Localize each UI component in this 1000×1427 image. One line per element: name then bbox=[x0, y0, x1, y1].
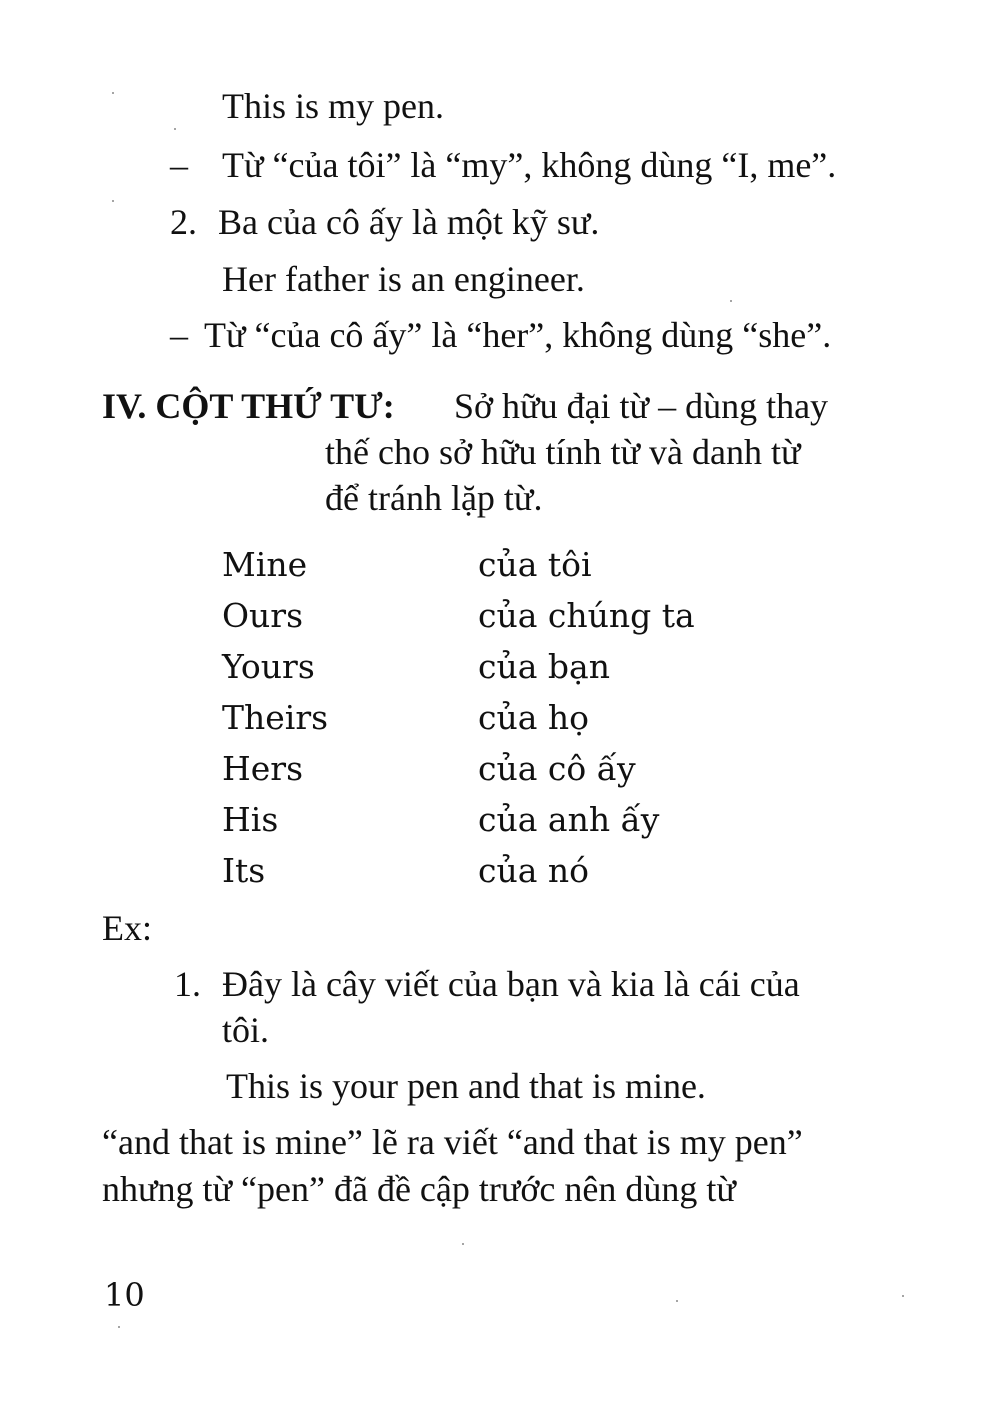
explanation-line: “and that is mine” lẽ ra viết “and that is my pen” bbox=[102, 1122, 803, 1162]
bullet-dash: – bbox=[170, 145, 188, 185]
vietnamese-meaning: của họ bbox=[478, 698, 590, 737]
explanation-line: nhưng từ “pen” đã đề cập trước nên dùng từ bbox=[102, 1169, 736, 1209]
example-label: Ex: bbox=[102, 908, 152, 948]
section-description: để tránh lặp từ. bbox=[325, 478, 543, 518]
section-heading: IV. CỘT THỨ TƯ: bbox=[102, 386, 395, 426]
english-pronoun: His bbox=[222, 800, 279, 839]
english-pronoun: Mine bbox=[222, 545, 308, 584]
example-english-sentence: This is your pen and that is mine. bbox=[226, 1066, 706, 1106]
scan-speck bbox=[902, 1295, 904, 1297]
section-description: thế cho sở hữu tính từ và danh từ bbox=[325, 432, 801, 472]
example-vietnamese-sentence: Đây là cây viết của bạn và kia là cái của bbox=[222, 964, 800, 1004]
example-vietnamese-sentence: tôi. bbox=[222, 1010, 270, 1050]
vietnamese-meaning: của cô ấy bbox=[478, 749, 636, 788]
scan-speck bbox=[118, 1326, 120, 1328]
scan-speck bbox=[730, 300, 732, 302]
english-pronoun: Yours bbox=[222, 647, 315, 686]
english-pronoun: Its bbox=[222, 851, 266, 890]
vietnamese-meaning: của bạn bbox=[478, 647, 610, 686]
scan-speck bbox=[174, 128, 176, 130]
item-number: 2. bbox=[170, 202, 197, 242]
page-number: 10 bbox=[104, 1276, 145, 1314]
explanation-line: Từ “của tôi” là “my”, không dùng “I, me”. bbox=[222, 145, 837, 185]
vietnamese-meaning: của anh ấy bbox=[478, 800, 660, 839]
scan-speck bbox=[112, 200, 114, 202]
example-english-sentence: Her father is an engineer. bbox=[222, 259, 585, 299]
scan-speck bbox=[112, 92, 114, 94]
bullet-dash: – bbox=[170, 315, 188, 355]
vietnamese-meaning: của tôi bbox=[478, 545, 592, 584]
vietnamese-meaning: của nó bbox=[478, 851, 590, 890]
english-pronoun: Theirs bbox=[222, 698, 329, 737]
english-pronoun: Hers bbox=[222, 749, 304, 788]
example-vietnamese-sentence: Ba của cô ấy là một kỹ sư. bbox=[218, 202, 600, 242]
item-number: 1. bbox=[174, 964, 201, 1004]
scan-speck bbox=[462, 1243, 464, 1245]
vietnamese-meaning: của chúng ta bbox=[478, 596, 695, 635]
scan-speck bbox=[676, 1300, 678, 1302]
example-english-sentence: This is my pen. bbox=[222, 86, 444, 126]
english-pronoun: Ours bbox=[222, 596, 304, 635]
section-description: Sở hữu đại từ – dùng thay bbox=[454, 386, 829, 426]
explanation-line: Từ “của cô ấy” là “her”, không dùng “she”. bbox=[204, 315, 832, 355]
